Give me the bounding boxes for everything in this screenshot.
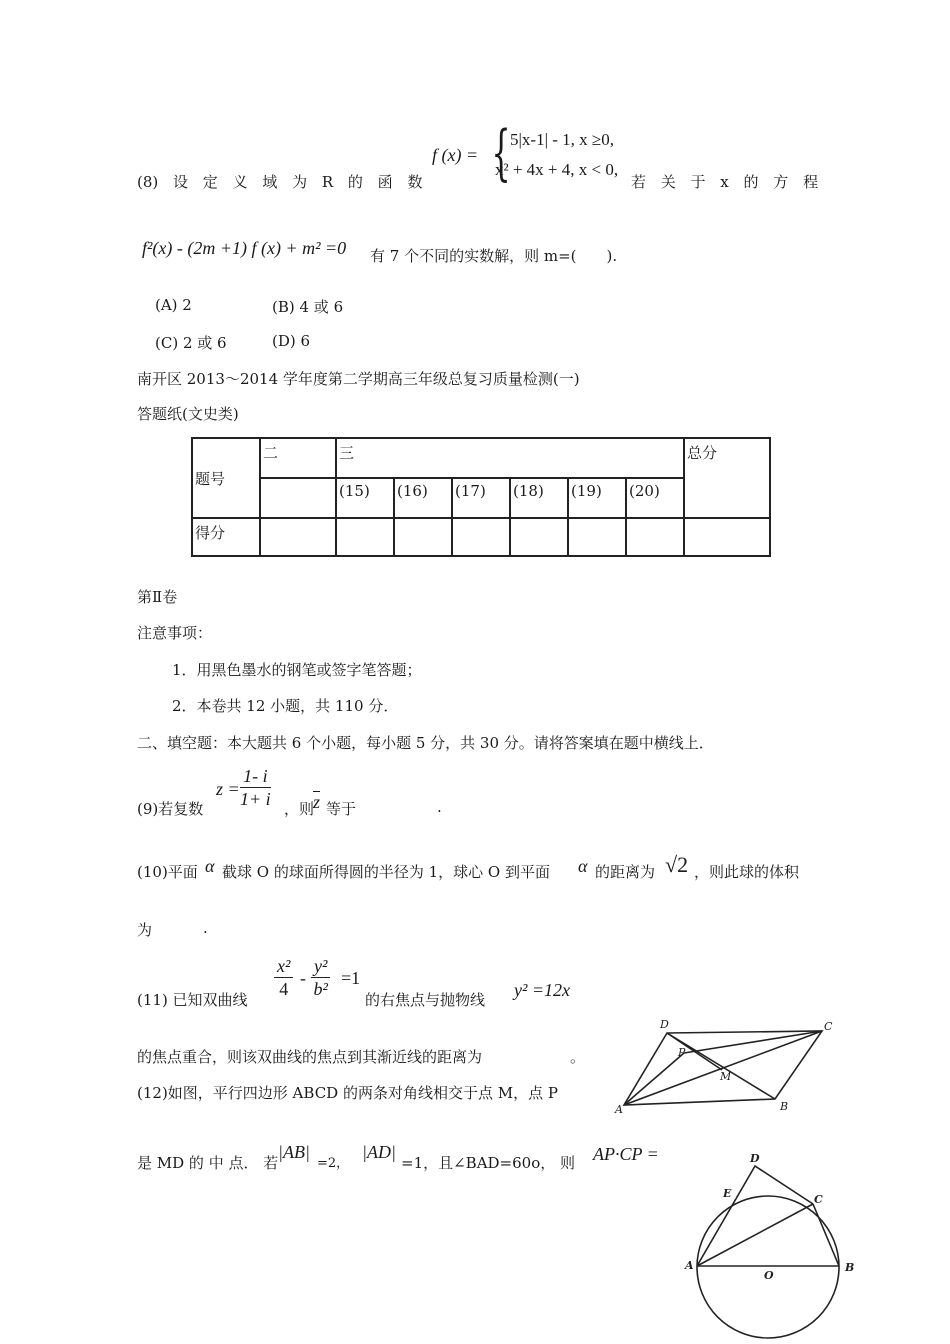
q9-zbar: $\overline{z}$ bbox=[313, 792, 321, 812]
q8-equation: f²(x) - (2m +1) f (x) + m² =0 bbox=[142, 238, 347, 258]
q11-frac-y-den: b² bbox=[313, 979, 328, 999]
score-table-cell bbox=[260, 478, 336, 518]
q9-dot: . bbox=[437, 798, 442, 816]
q11-mid: 的右焦点与抛物线 bbox=[365, 991, 486, 1009]
fig1-label-b: B bbox=[780, 1100, 789, 1113]
q12-ab-val: =2， bbox=[317, 1156, 350, 1171]
fig1-label-d: D bbox=[660, 1018, 669, 1031]
notes-title: 注意事项： bbox=[137, 624, 213, 642]
q10-dot: . bbox=[203, 919, 208, 937]
q10-p2: 截球 O 的球面所得圆的半径为 1，球心 O 到平面 bbox=[222, 863, 550, 881]
score-table-subcol: (18) bbox=[510, 478, 568, 518]
score-table-cell[interactable] bbox=[260, 518, 336, 556]
fig1-label-c: C bbox=[824, 1020, 833, 1033]
score-table-cell[interactable] bbox=[336, 518, 394, 556]
q11-frac-x bbox=[274, 955, 293, 1000]
score-table-subcol: (17) bbox=[452, 478, 510, 518]
q12-l2a: 是 MD 的 中 点． 若 bbox=[137, 1154, 279, 1172]
q10-alpha-2: α bbox=[578, 856, 588, 876]
q9-denominator: 1+ i bbox=[240, 789, 271, 809]
fig1-label-a: A bbox=[615, 1103, 623, 1116]
fig2-label-o: O bbox=[764, 1269, 774, 1282]
score-table-cell[interactable] bbox=[684, 518, 770, 556]
q11-frac-x-num: x² bbox=[274, 955, 293, 978]
q11-eq1: =1 bbox=[341, 968, 361, 988]
q11-end: 。 bbox=[570, 1048, 586, 1066]
note-2: 2．本卷共 12 小题，共 110 分． bbox=[172, 697, 399, 715]
q10-sqrt: √2 bbox=[665, 852, 689, 877]
q9-suffix: 等于 bbox=[326, 800, 357, 818]
q8-tail: 若 关 于 x 的 方 程 bbox=[631, 173, 819, 191]
note-1: 1．用黑色墨水的钢笔或签字笔答题； bbox=[172, 661, 422, 679]
score-table-subcol: (16) bbox=[394, 478, 452, 518]
q8-brace: { bbox=[491, 118, 511, 188]
fig2-label-b: B bbox=[845, 1261, 855, 1274]
q11-minus: - bbox=[300, 968, 306, 988]
part2-title: 第Ⅱ卷 bbox=[137, 588, 178, 606]
score-table-cell[interactable] bbox=[510, 518, 568, 556]
q9-mid: ，则 bbox=[284, 800, 315, 818]
score-table-cell[interactable] bbox=[452, 518, 510, 556]
q11-line2: 的焦点重合，则该双曲线的焦点到其渐近线的距离为 bbox=[137, 1048, 483, 1066]
q10-alpha-1: α bbox=[205, 856, 215, 876]
section-heading: 二、填空题：本大题共 6 个小题，每小题 5 分，共 30 分。请将答案填在题中横线上． bbox=[137, 734, 714, 752]
q8-case1: 5|x-1| - 1, x ≥0, bbox=[510, 130, 614, 149]
q12-expr: AP·CP = bbox=[593, 1144, 659, 1164]
score-table-subcol: (15) bbox=[336, 478, 394, 518]
parallelogram-figure bbox=[612, 1018, 840, 1118]
q8-option-a: (A) 2 bbox=[155, 296, 192, 314]
exam-title: 南开区 2013～2014 学年度第二学期高三年级总复习质量检测(一) bbox=[137, 370, 580, 388]
q8-equation-tail: 有 7 个不同的实数解，则 m=( ). bbox=[370, 247, 618, 265]
fig1-label-m: M bbox=[720, 1070, 732, 1083]
circle-figure bbox=[680, 1150, 855, 1344]
q12-ad: |AD| bbox=[362, 1142, 396, 1162]
q11-frac-x-den: 4 bbox=[279, 979, 289, 999]
q10-line2: 为 bbox=[137, 921, 153, 939]
fig2-label-e: E bbox=[723, 1187, 732, 1200]
q8-label: (8) 设 定 义 域 为 R 的 函 数 bbox=[137, 173, 423, 191]
score-table-cell[interactable] bbox=[568, 518, 626, 556]
fig2-label-c: C bbox=[814, 1193, 823, 1206]
fig2-label-a: A bbox=[685, 1259, 694, 1272]
q10-p1: (10)平面 bbox=[137, 863, 198, 881]
q8-option-c: (C) 2 或 6 bbox=[155, 334, 227, 352]
q8-fx: f (x) = bbox=[432, 145, 479, 165]
score-table bbox=[191, 437, 771, 557]
score-table-subcol: (20) bbox=[626, 478, 684, 518]
fig2-label-d: D bbox=[750, 1152, 760, 1165]
score-table-label-defen: 得分 bbox=[192, 518, 260, 556]
q12-ad-val: =1，且∠BAD=60o， 则 bbox=[401, 1154, 576, 1172]
q9-numerator: 1- i bbox=[240, 765, 271, 788]
score-table-subcol: (19) bbox=[568, 478, 626, 518]
score-table-col-er: 二 bbox=[260, 438, 336, 478]
score-table-col-total: 总分 bbox=[684, 438, 770, 518]
q9-prefix: (9)若复数 bbox=[137, 800, 204, 818]
fig1-label-p: P bbox=[678, 1046, 686, 1059]
q10-p3: 的距离为 bbox=[595, 863, 656, 881]
q8-case2: x² + 4x + 4, x < 0, bbox=[495, 160, 619, 179]
q9-z: z = bbox=[216, 779, 240, 799]
q12-ab: |AB| bbox=[278, 1142, 310, 1162]
q11-parabola: y² =12x bbox=[514, 980, 571, 1000]
q11-prefix: (11) 已知双曲线 bbox=[137, 991, 248, 1009]
exam-subtitle: 答题纸(文史类) bbox=[137, 405, 239, 423]
score-table-cell[interactable] bbox=[626, 518, 684, 556]
q12-line1: (12)如图，平行四边形 ABCD 的两条对角线相交于点 M，点 P bbox=[137, 1084, 558, 1102]
q9-fraction bbox=[240, 765, 271, 810]
q11-frac-y-num: y² bbox=[311, 955, 330, 978]
q11-frac-y bbox=[311, 955, 330, 1000]
q8-option-b: (B) 4 或 6 bbox=[272, 298, 344, 316]
q10-p4: ，则此球的体积 bbox=[694, 863, 800, 881]
score-table-cell[interactable] bbox=[394, 518, 452, 556]
score-table-label-tihao: 题号 bbox=[192, 438, 260, 518]
score-table-col-san: 三 bbox=[336, 438, 684, 478]
q8-option-d: (D) 6 bbox=[272, 332, 311, 350]
